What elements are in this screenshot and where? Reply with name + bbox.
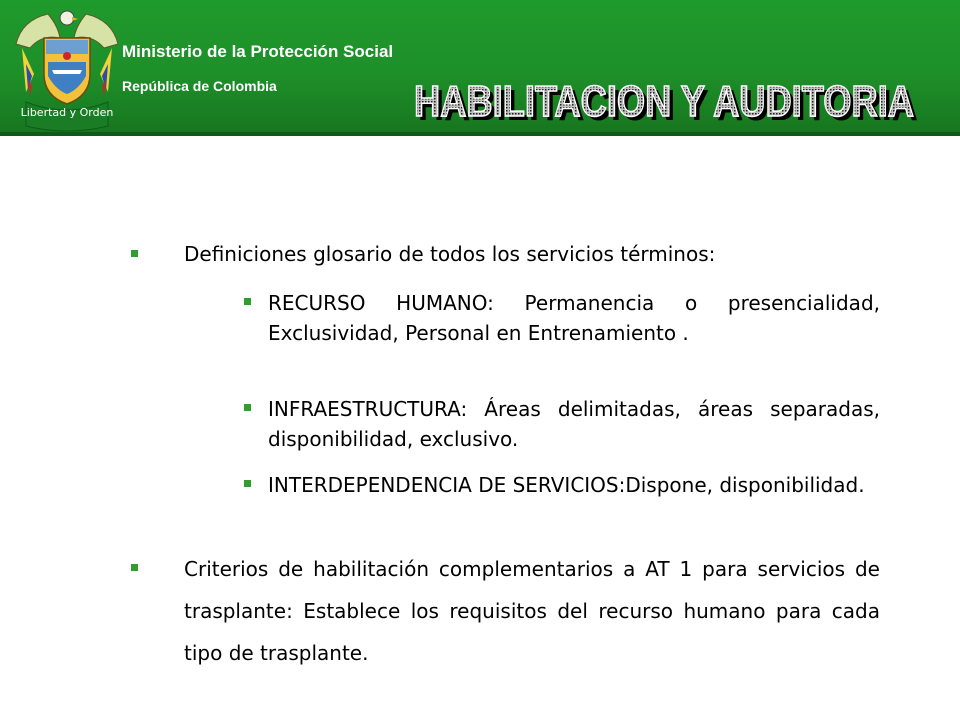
subbullet-recurso-humano: RECURSO HUMANO: Permanencia o presencialidad, Exclusividad, Personal en Entrenamiento .	[268, 291, 880, 345]
square-bullet-icon	[244, 404, 251, 411]
subbullet-interdependencia: INTERDEPENDENCIA DE SERVICIOS:Dispone, disponibilidad.	[268, 473, 865, 497]
republic-name: República de Colombia	[122, 78, 277, 94]
bullet-criterios: Criterios de habilitación complementarios a AT 1 para servicios de trasplante: Establece los requisitos del recurso humano para cada tipo de trasplante.	[184, 557, 880, 665]
crest-motto: Libertad y Orden	[20, 106, 114, 119]
subbullet-infraestructura: INFRAESTRUCTURA: Áreas delimitadas, áreas separadas, disponibilidad, exclusivo.	[268, 397, 880, 451]
page-title: HABILITACION Y AUDITORIA	[414, 77, 914, 126]
square-bullet-icon	[244, 298, 251, 305]
header-bar	[0, 0, 960, 136]
page-title-banner	[380, 62, 956, 134]
square-bullet-icon	[131, 564, 138, 571]
page-title-shadow: HABILITACION Y AUDITORIA	[418, 81, 918, 130]
ministry-name: Ministerio de la Protección Social	[122, 42, 394, 61]
bullet-definitions: Definiciones glosario de todos los servicios términos:	[184, 242, 716, 266]
slide-content	[0, 136, 960, 720]
square-bullet-icon	[244, 480, 251, 487]
square-bullet-icon	[131, 250, 138, 257]
